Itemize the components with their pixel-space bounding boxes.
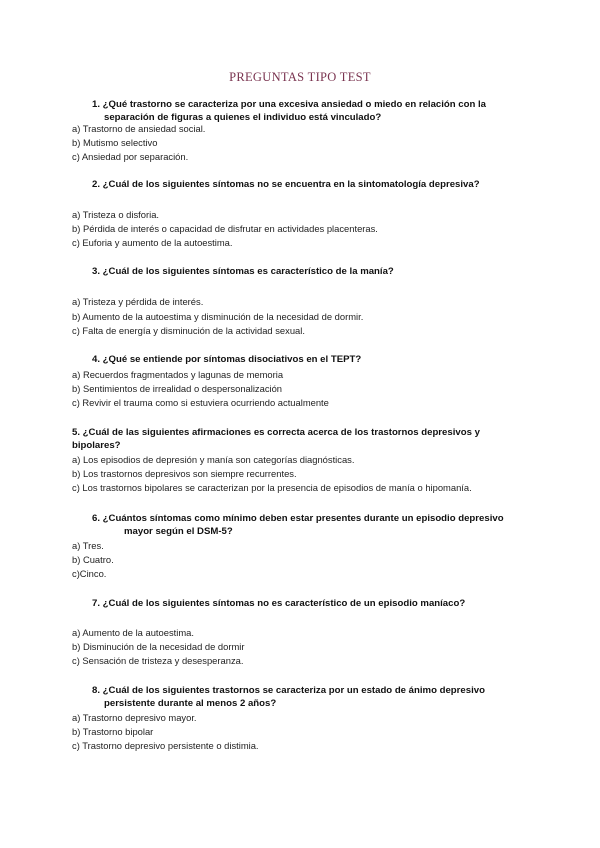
- question-6: [92, 512, 532, 538]
- question-8-option-c: c) Trastorno depresivo persistente o distimia.: [72, 740, 259, 751]
- question-2-option-c: c) Euforia y aumento de la autoestima.: [72, 237, 233, 248]
- question-7: [92, 597, 465, 610]
- question-1: [92, 98, 532, 124]
- question-3-option-c: c) Falta de energía y disminución de la actividad sexual.: [72, 325, 305, 336]
- question-4-option-a: a) Recuerdos fragmentados y lagunas de memoria: [72, 369, 284, 380]
- page-title: PREGUNTAS TIPO TEST: [229, 70, 371, 84]
- question-6-option-b: b) Cuatro.: [72, 554, 114, 565]
- question-8-option-a: a) Trastorno depresivo mayor.: [72, 712, 197, 723]
- question-4-option-b: b) Sentimientos de irrealidad o despersonalización: [72, 383, 283, 394]
- question-5-option-c: c) Los trastornos bipolares se caracterizan por la presencia de episodios de manía o hipomanía.: [72, 482, 472, 493]
- question-7-option-c: c) Sensación de tristeza y desesperanza.: [72, 655, 244, 666]
- question-1-option-a: a) Trastorno de ansiedad social.: [72, 123, 206, 134]
- question-8-line-2: persistente durante al menos 2 años?: [104, 698, 277, 709]
- question-2: [92, 178, 480, 191]
- question-4-line-1: 4. ¿Qué se entiende por síntomas disociativos en el TEPT?: [92, 354, 362, 365]
- question-2-option-b: b) Pérdida de interés o capacidad de disfrutar en actividades placenteras.: [72, 223, 378, 234]
- question-6-option-a: a) Tres.: [72, 540, 104, 551]
- question-2-option-a: a) Tristeza o disforia.: [72, 209, 160, 220]
- question-6-line-2: mayor según el DSM-5?: [124, 526, 233, 537]
- question-1-option-c: c) Ansiedad por separación.: [72, 151, 189, 162]
- question-5-option-a: a) Los episodios de depresión y manía son categorías diagnósticas.: [72, 454, 355, 465]
- question-7-line-1: 7. ¿Cuál de los siguientes síntomas no es característico de un episodio maníaco?: [92, 598, 466, 609]
- question-3-option-a: a) Tristeza y pérdida de interés.: [72, 296, 204, 307]
- question-8-line-1: 8. ¿Cuál de los siguientes trastornos se caracteriza por un estado de ánimo depresivo: [92, 685, 485, 696]
- question-7-option-b: b) Disminución de la necesidad de dormir: [72, 641, 245, 652]
- question-3-option-b: b) Aumento de la autoestima y disminución de la necesidad de dormir.: [72, 311, 364, 322]
- question-5-option-b: b) Los trastornos depresivos son siempre recurrentes.: [72, 468, 297, 479]
- question-4: [92, 353, 361, 366]
- question-6-option-c: c)Cinco.: [72, 568, 107, 579]
- question-2-line-1: 2. ¿Cuál de los siguientes síntomas no se encuentra en la sintomatología depresiva?: [92, 179, 480, 190]
- question-6-line-1: 6. ¿Cuántos síntomas como mínimo deben estar presentes durante un episodio depresivo: [92, 513, 504, 524]
- question-8: [92, 684, 532, 710]
- question-7-option-a: a) Aumento de la autoestima.: [72, 627, 194, 638]
- question-5-line-2: bipolares?: [72, 440, 121, 451]
- question-5: [72, 426, 512, 452]
- question-4-option-c: c) Revivir el trauma como si estuviera ocurriendo actualmente: [72, 397, 329, 408]
- question-8-option-b: b) Trastorno bipolar: [72, 726, 154, 737]
- question-3: [92, 265, 394, 278]
- question-1-line-2: separación de figuras a quienes el individuo está vinculado?: [104, 112, 382, 123]
- question-5-line-1: 5. ¿Cuál de las siguientes afirmaciones es correcta acerca de los trastornos depresivos y: [72, 427, 480, 438]
- question-3-line-1: 3. ¿Cuál de los siguientes síntomas es característico de la manía?: [92, 266, 394, 277]
- question-1-option-b: b) Mutismo selectivo: [72, 137, 158, 148]
- question-1-line-1: 1. ¿Qué trastorno se caracteriza por una excesiva ansiedad o miedo en relación con la: [92, 99, 487, 110]
